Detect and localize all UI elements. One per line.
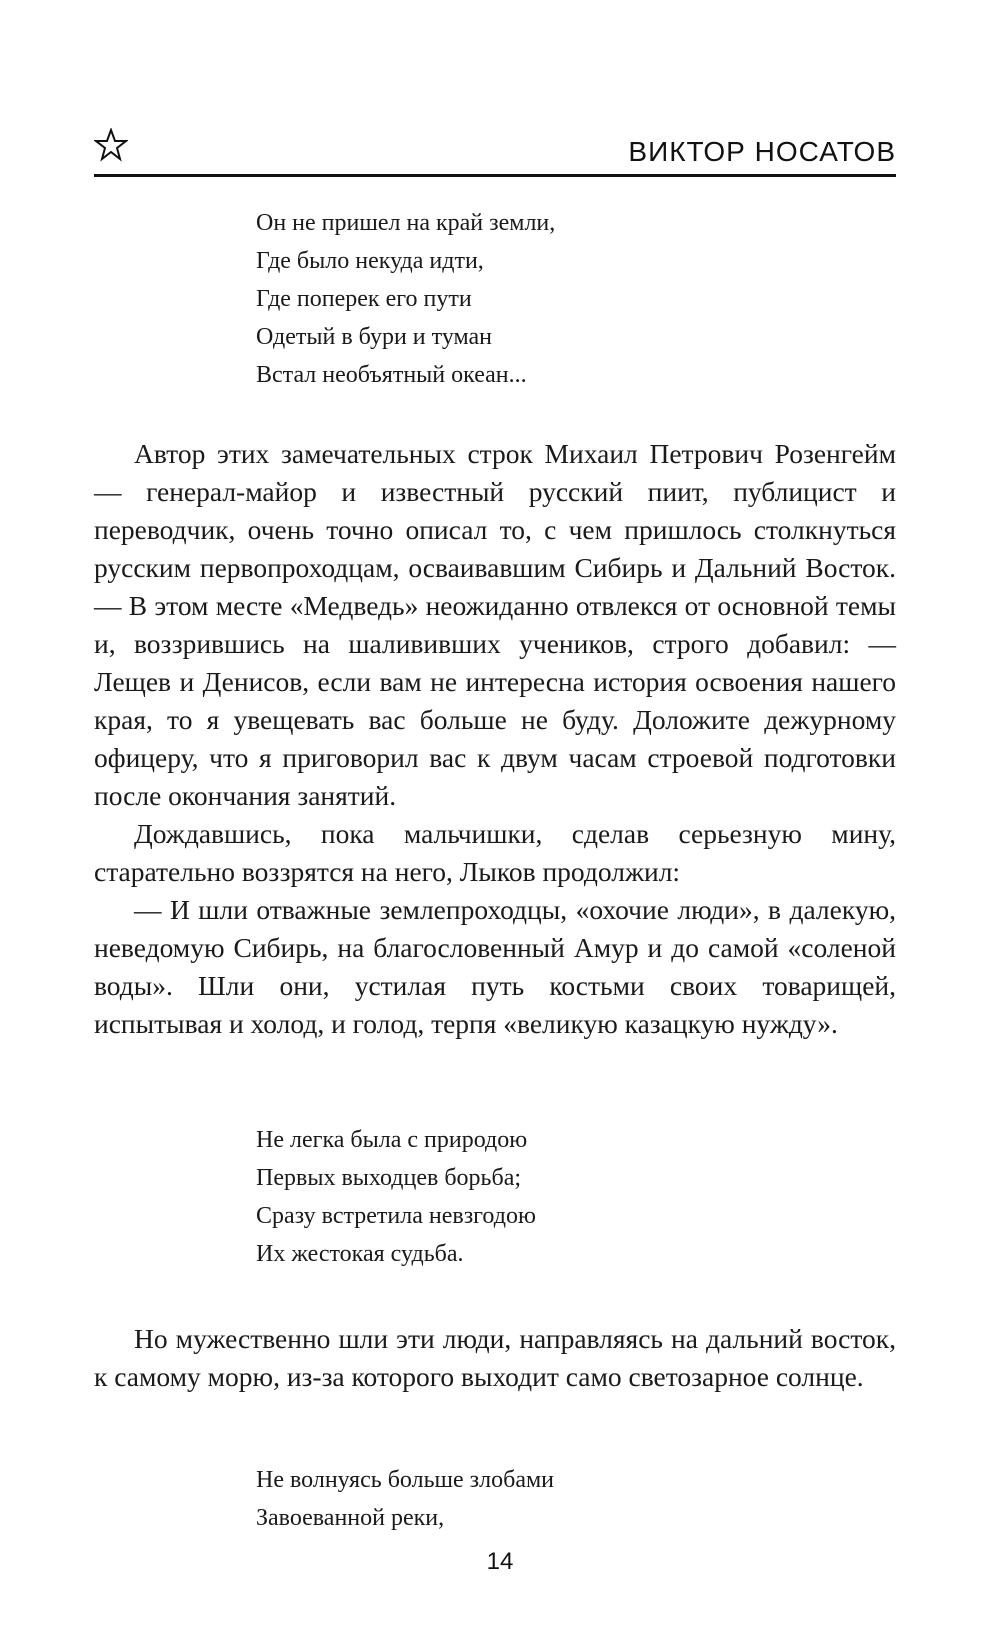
paragraph: — И шли отважные землепроходцы, «охочие люди», в далекую, неведомую Сибирь, на благословенный Амур и до самой «соленой воды». Шли они, устилая путь костьми своих товарищей, испытывая и холод, и голод, терпя «великую казацкую нужду». <box>94 894 896 1039</box>
prose-block-1 <box>94 435 896 1043</box>
poem-line: Не легка была с природою <box>256 1127 528 1153</box>
poem-line: Встал необъятный океан... <box>256 362 527 388</box>
header-rule <box>94 174 896 177</box>
star-outline-icon <box>94 128 128 162</box>
poem-line: Где было некуда идти, <box>256 248 484 274</box>
poem-line: Первых выходцев борьба; <box>256 1165 522 1191</box>
paragraph: Автор этих замечательных строк Михаил Петрович Розенгейм — генерал-майор и известный русский пиит, публицист и переводчик, очень точно описал то, с чем пришлось столкнуться русским первопроходцам, осваивавшим Сибирь и Дальний Восток. — В этом месте «Медведь» неожиданно отвлекся от основной темы и, воззрившись на шалививших учеников, строго добавил: — Лещев и Денисов, если вам не интересна история освоения нашего края, то я увещевать вас больше не буду. Доложите дежурному офицеру, что я приговорил вас к двум часам строевой подготовки после окончания занятий. <box>94 438 896 811</box>
prose-block-2 <box>94 1320 896 1396</box>
poem-stanza-1 <box>256 204 555 394</box>
poem-line: Он не пришел на край земли, <box>256 210 556 236</box>
poem-stanza-2 <box>256 1121 536 1273</box>
paragraph: Дождавшись, пока мальчишки, сделав серьезную мину, старательно воззрятся на него, Лыков продолжил: <box>94 818 896 887</box>
page-number: 14 <box>486 1548 514 1575</box>
poem-line: Где поперек его пути <box>256 286 472 312</box>
poem-line: Не волнуясь больше злобами <box>256 1467 554 1493</box>
poem-line: Сразу встретила невзгодою <box>256 1203 536 1229</box>
poem-stanza-3 <box>256 1461 554 1537</box>
poem-line: Завоеванной реки, <box>256 1505 445 1531</box>
running-header-author: ВИКТОР НОСАТОВ <box>628 136 896 167</box>
paragraph: Но мужественно шли эти люди, направляясь на дальний восток, к самому морю, из-за которого выходит само светозарное солнце. <box>94 1323 896 1392</box>
poem-line: Одетый в бури и туман <box>256 324 493 350</box>
poem-line: Их жестокая судьба. <box>256 1241 464 1267</box>
